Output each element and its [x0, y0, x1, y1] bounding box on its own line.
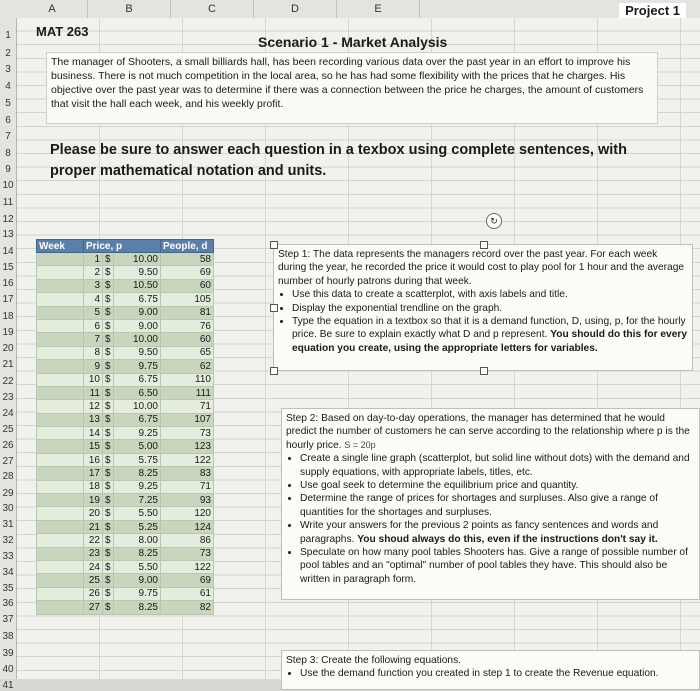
- price-cell[interactable]: 8.25: [114, 601, 161, 614]
- row-number[interactable]: 38: [2, 631, 14, 642]
- supply-equation-overlay: S = 20p: [344, 439, 376, 450]
- step2-supply-text: where p is the hourly price.: [286, 426, 690, 451]
- row-number[interactable]: 22: [2, 376, 14, 387]
- empty-cell[interactable]: [37, 467, 84, 480]
- table-row: [37, 507, 214, 520]
- week-cell[interactable]: 16: [84, 453, 103, 466]
- row-number[interactable]: 23: [2, 392, 14, 403]
- dollar-sign-cell[interactable]: $: [103, 587, 114, 600]
- row-number[interactable]: 10: [2, 180, 14, 191]
- people-cell[interactable]: 82: [161, 601, 214, 614]
- people-cell[interactable]: 58: [161, 253, 214, 266]
- dollar-sign-cell[interactable]: $: [103, 560, 114, 573]
- resize-handle[interactable]: [480, 367, 488, 375]
- row-number[interactable]: 17: [2, 294, 14, 305]
- row-number[interactable]: 26: [2, 440, 14, 451]
- column-header-a[interactable]: A: [17, 0, 88, 18]
- week-cell[interactable]: 14: [84, 427, 103, 440]
- price-cell[interactable]: 6.75: [114, 373, 161, 386]
- people-cell[interactable]: 105: [161, 293, 214, 306]
- week-cell[interactable]: 13: [84, 413, 103, 426]
- header-week[interactable]: Week: [37, 240, 84, 253]
- dollar-sign-cell[interactable]: $: [103, 360, 114, 373]
- table-row: [37, 319, 214, 332]
- table-row: [37, 306, 214, 319]
- data-table-body: [37, 253, 214, 615]
- intro-textbox[interactable]: [46, 52, 658, 124]
- step1-bullet: • Use this data to create a scatterplot, with axis labels and title.: [292, 288, 688, 301]
- step1-bold-tail: You should do this for every equation you create, using the appropriate letters for variables.: [292, 329, 688, 354]
- people-cell[interactable]: 73: [161, 427, 214, 440]
- price-cell[interactable]: 8.00: [114, 534, 161, 547]
- header-people[interactable]: People, d: [161, 240, 214, 253]
- price-cell[interactable]: 9.50: [114, 266, 161, 279]
- table-row: [37, 547, 214, 560]
- price-cell[interactable]: 5.00: [114, 440, 161, 453]
- week-cell[interactable]: 21: [84, 520, 103, 533]
- step1-textbox[interactable]: [273, 244, 693, 371]
- dollar-sign-cell[interactable]: $: [103, 601, 114, 614]
- table-row: [37, 427, 214, 440]
- dollar-sign-cell[interactable]: $: [103, 306, 114, 319]
- empty-cell[interactable]: [37, 587, 84, 600]
- row-number[interactable]: 20: [2, 343, 14, 354]
- week-cell[interactable]: 15: [84, 440, 103, 453]
- empty-cell[interactable]: [37, 560, 84, 573]
- dollar-sign-cell[interactable]: $: [103, 453, 114, 466]
- step2-textbox[interactable]: [281, 408, 700, 600]
- step2-bullet: • Speculate on how many pool tables Shooters has. Give a range of possible number of pool tables and an "optimal" number of pool tables they have. This should also be written in paragraph form.: [300, 546, 695, 586]
- row-number[interactable]: 29: [2, 488, 14, 499]
- empty-cell[interactable]: [37, 427, 84, 440]
- empty-cell[interactable]: [37, 494, 84, 507]
- row-number[interactable]: 18: [2, 311, 14, 322]
- dollar-sign-cell[interactable]: $: [103, 346, 114, 359]
- row-number[interactable]: 41: [2, 680, 14, 691]
- step3-bullet: • Use the demand function you created in step 1 to create the Revenue equation.: [300, 667, 695, 680]
- course-label[interactable]: MAT 263: [36, 24, 89, 39]
- row-number[interactable]: 28: [2, 471, 14, 482]
- empty-cell[interactable]: [37, 333, 84, 346]
- step1-bullet: • Display the exponential trendline on the graph.: [292, 302, 688, 315]
- dollar-sign-cell[interactable]: $: [103, 507, 114, 520]
- empty-cell[interactable]: [37, 386, 84, 399]
- empty-cell[interactable]: [37, 440, 84, 453]
- empty-cell[interactable]: [37, 400, 84, 413]
- resize-handle[interactable]: [480, 241, 488, 249]
- empty-cell[interactable]: [37, 253, 84, 266]
- dollar-sign-cell[interactable]: $: [103, 400, 114, 413]
- dollar-sign-cell[interactable]: $: [103, 494, 114, 507]
- column-header-strip: [0, 0, 700, 19]
- table-row: [37, 400, 214, 413]
- price-cell[interactable]: 5.50: [114, 560, 161, 573]
- week-cell[interactable]: 19: [84, 494, 103, 507]
- step1-heading: Step 1: The data represents the managers record over the past year. For each week during the year, he recorded the price it would cost to play pool for 1 hour and the average number of hourly patrons during that week.: [278, 249, 685, 287]
- week-cell[interactable]: 23: [84, 547, 103, 560]
- resize-handle[interactable]: [270, 304, 278, 312]
- row-number[interactable]: 33: [2, 551, 14, 562]
- people-cell[interactable]: 62: [161, 360, 214, 373]
- row-number[interactable]: 3: [5, 64, 11, 75]
- week-cell[interactable]: 6: [84, 319, 103, 332]
- dollar-sign-cell[interactable]: $: [103, 427, 114, 440]
- price-cell[interactable]: 9.00: [114, 319, 161, 332]
- price-cell[interactable]: 8.25: [114, 547, 161, 560]
- price-cell[interactable]: 5.25: [114, 520, 161, 533]
- scenario-title[interactable]: Scenario 1 - Market Analysis: [258, 34, 448, 50]
- row-number[interactable]: 14: [2, 246, 14, 257]
- people-cell[interactable]: 120: [161, 507, 214, 520]
- people-cell[interactable]: 69: [161, 574, 214, 587]
- dollar-sign-cell[interactable]: $: [103, 480, 114, 493]
- price-cell[interactable]: 10.50: [114, 279, 161, 292]
- table-row: [37, 386, 214, 399]
- price-cell[interactable]: 9.25: [114, 427, 161, 440]
- week-cell[interactable]: 8: [84, 346, 103, 359]
- row-number[interactable]: 6: [5, 115, 11, 126]
- week-cell[interactable]: 5: [84, 306, 103, 319]
- dollar-sign-cell[interactable]: $: [103, 293, 114, 306]
- people-cell[interactable]: 122: [161, 560, 214, 573]
- people-cell[interactable]: 86: [161, 534, 214, 547]
- row-number[interactable]: 11: [2, 197, 14, 208]
- price-cell[interactable]: 7.25: [114, 494, 161, 507]
- week-cell[interactable]: 11: [84, 386, 103, 399]
- table-row: [37, 293, 214, 306]
- week-cell[interactable]: 18: [84, 480, 103, 493]
- empty-cell[interactable]: [37, 346, 84, 359]
- row-number[interactable]: 40: [2, 664, 14, 675]
- row-number[interactable]: 34: [2, 567, 14, 578]
- step3-heading: Step 3: Create the following equations.: [286, 655, 461, 666]
- step2-bullet4-bold: You shoud always do this, even if the instructions don't say it.: [357, 533, 658, 545]
- price-cell[interactable]: 6.75: [114, 293, 161, 306]
- dollar-sign-cell[interactable]: $: [103, 547, 114, 560]
- empty-cell[interactable]: [37, 279, 84, 292]
- resize-handle[interactable]: [270, 241, 278, 249]
- row-number[interactable]: 37: [2, 614, 14, 625]
- rotate-handle-icon[interactable]: ↻: [486, 213, 502, 229]
- people-cell[interactable]: 61: [161, 587, 214, 600]
- row-number[interactable]: 8: [5, 148, 11, 159]
- week-cell[interactable]: 27: [84, 601, 103, 614]
- empty-cell[interactable]: [37, 293, 84, 306]
- row-number[interactable]: 1: [5, 30, 11, 41]
- empty-cell[interactable]: [37, 601, 84, 614]
- project-label: Project 1: [619, 3, 686, 18]
- week-cell[interactable]: 24: [84, 560, 103, 573]
- empty-cell[interactable]: [37, 413, 84, 426]
- step2-bullet: • Determine the range of prices for shortages and surpluses. Also give a range of quantities for the shortages and surpluses.: [300, 492, 695, 519]
- dollar-sign-cell[interactable]: $: [103, 520, 114, 533]
- people-cell[interactable]: 111: [161, 386, 214, 399]
- table-row: [37, 346, 214, 359]
- dollar-sign-cell[interactable]: $: [103, 333, 114, 346]
- intro-text: The manager of Shooters, a small billiards hall, has been recording various data over the past year in an effort to improve his business. There is not much competition in the local area, so he has had some flexibility with the prices that he charges. His objective over the past year was to determine if there was a connection between the price he charges, the amount of customers that visit the hall each week, and his weekly profit.: [51, 56, 644, 110]
- step1-bullets: [278, 288, 688, 355]
- empty-cell[interactable]: [37, 373, 84, 386]
- price-cell[interactable]: 6.50: [114, 386, 161, 399]
- table-row: [37, 253, 214, 266]
- row-header-strip: [0, 18, 17, 691]
- row-number[interactable]: 4: [5, 81, 11, 92]
- column-header-d[interactable]: D: [254, 0, 337, 18]
- week-cell[interactable]: 17: [84, 467, 103, 480]
- table-row: [37, 453, 214, 466]
- row-number[interactable]: 35: [2, 583, 14, 594]
- step1-bullet-text: Type the equation in a textbox so that it is a demand function, D, using, p, for the hourly price. Be sure to explain exactly what D and p represent.: [292, 316, 686, 341]
- step2-bullet: [300, 519, 695, 546]
- row-number[interactable]: 30: [2, 503, 14, 514]
- empty-cell[interactable]: [37, 574, 84, 587]
- people-cell[interactable]: 60: [161, 279, 214, 292]
- price-cell[interactable]: 9.25: [114, 480, 161, 493]
- row-number[interactable]: 25: [2, 424, 14, 435]
- people-cell[interactable]: 81: [161, 306, 214, 319]
- people-cell[interactable]: 76: [161, 319, 214, 332]
- empty-cell[interactable]: [37, 480, 84, 493]
- column-header-c[interactable]: C: [171, 0, 254, 18]
- step2-bullet4-text: Write your answers for the previous 2 points as fancy sentences and words and paragraphs.: [300, 520, 659, 545]
- empty-cell[interactable]: [37, 306, 84, 319]
- step3-textbox[interactable]: [281, 650, 700, 690]
- price-cell[interactable]: 10.00: [114, 253, 161, 266]
- people-cell[interactable]: 71: [161, 400, 214, 413]
- table-row: [37, 601, 214, 614]
- people-cell[interactable]: 60: [161, 333, 214, 346]
- row-number[interactable]: 13: [2, 229, 14, 240]
- empty-cell[interactable]: [37, 453, 84, 466]
- people-cell[interactable]: 65: [161, 346, 214, 359]
- row-number[interactable]: 15: [2, 262, 14, 273]
- week-cell[interactable]: 2: [84, 266, 103, 279]
- dollar-sign-cell[interactable]: $: [103, 534, 114, 547]
- empty-cell[interactable]: [37, 360, 84, 373]
- week-cell[interactable]: 4: [84, 293, 103, 306]
- empty-cell[interactable]: [37, 266, 84, 279]
- step3-bullets: [286, 667, 695, 680]
- week-cell[interactable]: 10: [84, 373, 103, 386]
- row-number[interactable]: 19: [2, 327, 14, 338]
- week-cell[interactable]: 1: [84, 253, 103, 266]
- dollar-sign-cell[interactable]: $: [103, 413, 114, 426]
- table-row: [37, 520, 214, 533]
- week-cell[interactable]: 25: [84, 574, 103, 587]
- dollar-sign-cell[interactable]: $: [103, 279, 114, 292]
- people-cell[interactable]: 73: [161, 547, 214, 560]
- table-row: [37, 494, 214, 507]
- people-cell[interactable]: 107: [161, 413, 214, 426]
- row-number[interactable]: 32: [2, 535, 14, 546]
- row-number[interactable]: 2: [5, 48, 11, 59]
- week-cell[interactable]: 7: [84, 333, 103, 346]
- week-cell[interactable]: 26: [84, 587, 103, 600]
- data-table: [36, 239, 214, 615]
- dollar-sign-cell[interactable]: $: [103, 386, 114, 399]
- row-number[interactable]: 16: [2, 278, 14, 289]
- table-row: [37, 534, 214, 547]
- price-cell[interactable]: 5.75: [114, 453, 161, 466]
- people-cell[interactable]: 93: [161, 494, 214, 507]
- price-cell[interactable]: 9.75: [114, 360, 161, 373]
- column-header-b[interactable]: B: [88, 0, 171, 18]
- empty-cell[interactable]: [37, 547, 84, 560]
- table-row: [37, 279, 214, 292]
- step2-heading: Step 2: Based on day-to-day operations, the manager has determined that he would predict the number of customers he can serve according to the relationship: [286, 413, 665, 438]
- dollar-sign-cell[interactable]: $: [103, 266, 114, 279]
- header-price[interactable]: Price, p: [84, 240, 161, 253]
- week-cell[interactable]: 22: [84, 534, 103, 547]
- row-number[interactable]: 7: [5, 131, 11, 142]
- people-cell[interactable]: 71: [161, 480, 214, 493]
- week-cell[interactable]: 12: [84, 400, 103, 413]
- people-cell[interactable]: 124: [161, 520, 214, 533]
- column-header-e[interactable]: E: [337, 0, 420, 18]
- table-row: [37, 480, 214, 493]
- row-number[interactable]: 24: [2, 408, 14, 419]
- week-cell[interactable]: 20: [84, 507, 103, 520]
- price-cell[interactable]: 5.50: [114, 507, 161, 520]
- row-number[interactable]: 27: [2, 456, 14, 467]
- people-cell[interactable]: 122: [161, 453, 214, 466]
- step2-heading-block: [286, 412, 695, 452]
- row-number[interactable]: 9: [5, 164, 11, 175]
- table-row: [37, 360, 214, 373]
- dollar-sign-cell[interactable]: $: [103, 574, 114, 587]
- people-cell[interactable]: 123: [161, 440, 214, 453]
- price-cell[interactable]: 10.00: [114, 333, 161, 346]
- step2-bullet: • Use goal seek to determine the equilibrium price and quantity.: [300, 479, 695, 492]
- table-row: [37, 587, 214, 600]
- row-number[interactable]: 21: [2, 359, 14, 370]
- price-cell[interactable]: 8.25: [114, 467, 161, 480]
- resize-handle[interactable]: [270, 367, 278, 375]
- week-cell[interactable]: 9: [84, 360, 103, 373]
- people-cell[interactable]: 110: [161, 373, 214, 386]
- table-row: [37, 266, 214, 279]
- price-cell[interactable]: 9.00: [114, 306, 161, 319]
- step1-bullet: [292, 315, 688, 355]
- row-number[interactable]: 31: [2, 519, 14, 530]
- empty-cell[interactable]: [37, 520, 84, 533]
- dollar-sign-cell[interactable]: $: [103, 253, 114, 266]
- empty-cell[interactable]: [37, 507, 84, 520]
- step2-bullets: [286, 452, 695, 586]
- empty-cell[interactable]: [37, 534, 84, 547]
- step2-bullet: • Create a single line graph (scatterplot, but solid line without dots) with the demand and supply equations, with appropriate labels, titles, etc.: [300, 452, 695, 479]
- instructions-notice[interactable]: Please be sure to answer each question in a texbox using complete sentences, with proper mathematical notation and units.: [50, 142, 627, 179]
- price-cell[interactable]: 9.00: [114, 574, 161, 587]
- people-cell[interactable]: 69: [161, 266, 214, 279]
- dollar-sign-cell[interactable]: $: [103, 440, 114, 453]
- price-cell[interactable]: 10.00: [114, 400, 161, 413]
- price-cell[interactable]: 6.75: [114, 413, 161, 426]
- price-cell[interactable]: 9.75: [114, 587, 161, 600]
- week-cell[interactable]: 3: [84, 279, 103, 292]
- table-row: [37, 373, 214, 386]
- table-row: [37, 574, 214, 587]
- row-number[interactable]: 12: [2, 214, 14, 225]
- dollar-sign-cell[interactable]: $: [103, 467, 114, 480]
- row-number[interactable]: 36: [2, 598, 14, 609]
- empty-cell[interactable]: [37, 319, 84, 332]
- table-row: [37, 440, 214, 453]
- row-number[interactable]: 5: [5, 98, 11, 109]
- dollar-sign-cell[interactable]: $: [103, 373, 114, 386]
- table-row: [37, 467, 214, 480]
- table-row: [37, 413, 214, 426]
- price-cell[interactable]: 9.50: [114, 346, 161, 359]
- table-row: [37, 333, 214, 346]
- row-number[interactable]: 39: [2, 648, 14, 659]
- people-cell[interactable]: 83: [161, 467, 214, 480]
- table-row: [37, 560, 214, 573]
- dollar-sign-cell[interactable]: $: [103, 319, 114, 332]
